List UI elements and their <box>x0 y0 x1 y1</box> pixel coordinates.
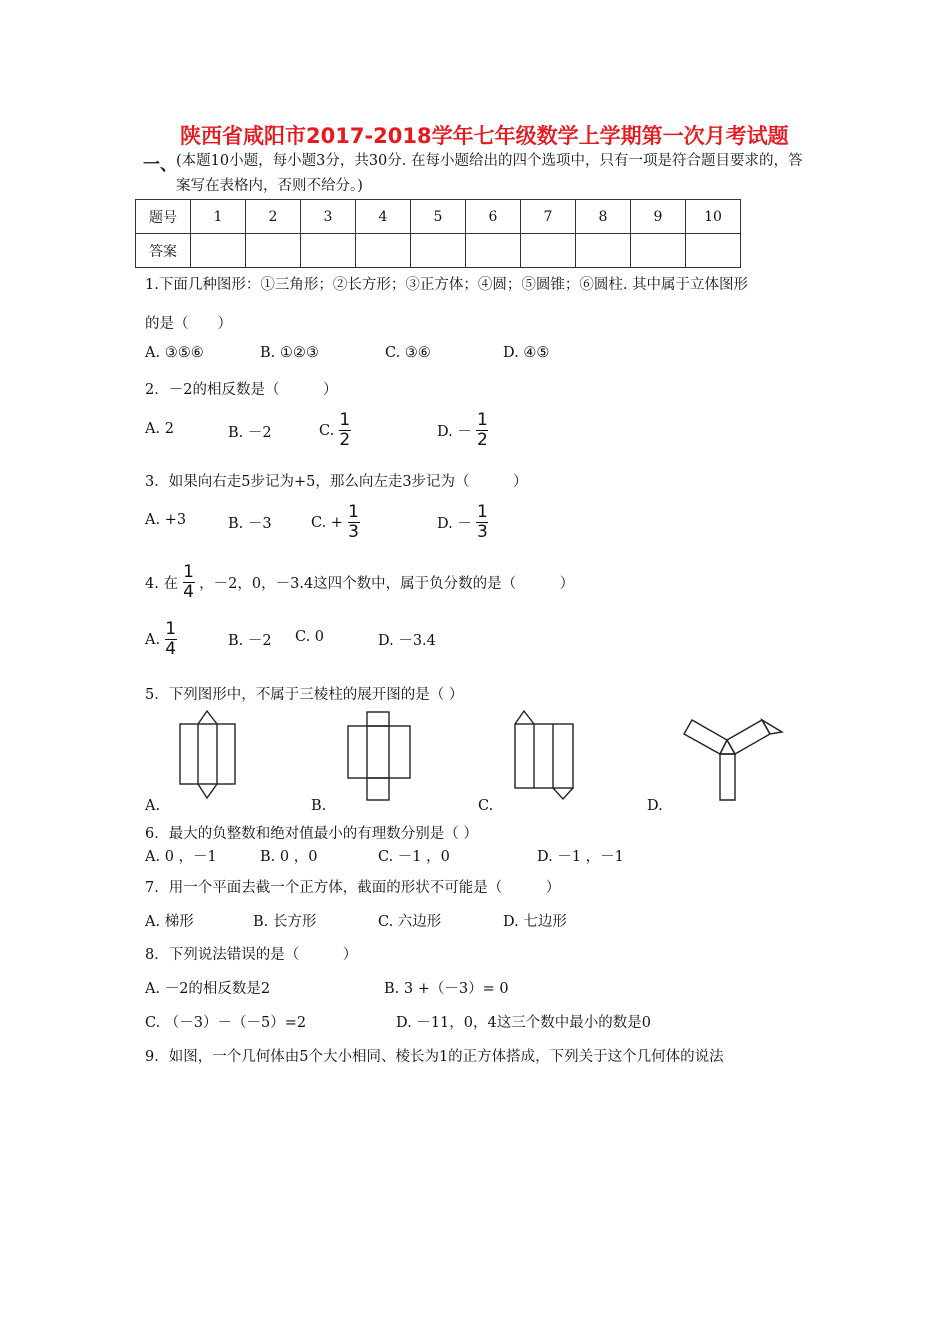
q6-option-d: D. －1 ，－1 <box>537 849 624 865</box>
q5-option-c: C. <box>478 798 494 814</box>
answer-cell[interactable] <box>246 234 301 268</box>
table-cell: 3 <box>301 200 356 234</box>
section-number: 一、 <box>143 155 177 175</box>
q8-option-b: B. 3 +（－3）= 0 <box>384 981 509 997</box>
q3-stem: 3．如果向右走5步记为+5，那么向左走3步记为（ ） <box>145 474 528 490</box>
section-intro: (本题10小题，每小题3分，共30分. 在每小题给出的四个选项中，只有一项是符合题目要求的，答案写在表格内，否则不给分。) <box>176 153 803 194</box>
q4-option-d: D. －3.4 <box>378 633 436 649</box>
table-cell: 2 <box>246 200 301 234</box>
answer-cell[interactable] <box>576 234 631 268</box>
table-cell: 7 <box>521 200 576 234</box>
answer-cell[interactable] <box>411 234 466 268</box>
q2-option-a: A. 2 <box>145 421 174 437</box>
q7-option-b: B. 长方形 <box>253 914 317 930</box>
fraction-numerator: 1 <box>348 502 359 522</box>
q4-option-a-prefix: A. <box>145 631 161 648</box>
q2-option-c-prefix: C. <box>319 422 335 439</box>
q5-figure-d <box>680 712 805 804</box>
q6-option-a: A. 0 ，－1 <box>145 849 217 865</box>
table-cell: 10 <box>686 200 741 234</box>
fraction-denominator: 4 <box>183 582 194 602</box>
q1-stem-line1: 1.下面几种图形：①三角形；②长方形；③正方体；④圆；⑤圆锥；⑥圆柱. 其中属于立体图形 <box>145 277 749 293</box>
q2-option-d-prefix: D. － <box>437 424 472 440</box>
q9-stem: 9．如图，一个几何体由5个大小相同、棱长为1的正方体搭成，下列关于这个几何体的说法 <box>145 1049 724 1065</box>
fraction-numerator: 1 <box>165 619 177 639</box>
q1-stem-line2: 的是（ ） <box>145 316 232 332</box>
q6-option-b: B. 0 ，0 <box>260 849 318 865</box>
table-cell: 8 <box>576 200 631 234</box>
page-title: 陕西省咸阳市2017-2018学年七年级数学上学期第一次月考试题 <box>180 124 789 148</box>
answer-cell[interactable] <box>191 234 246 268</box>
q3-option-c-prefix: C. + <box>311 514 343 531</box>
q4-option-b: B. －2 <box>228 633 272 649</box>
fraction <box>165 620 177 659</box>
q8-stem: 8．下列说法错误的是（ ） <box>145 947 358 963</box>
fraction-denominator: 4 <box>165 639 177 659</box>
q5-figure-b <box>345 708 415 803</box>
fraction-numerator: 1 <box>339 410 351 430</box>
table-cell-label: 题号 <box>136 200 191 234</box>
answer-cell[interactable] <box>631 234 686 268</box>
table-cell: 5 <box>411 200 466 234</box>
fraction-denominator: 3 <box>348 522 359 542</box>
table-cell: 6 <box>466 200 521 234</box>
q6-option-c: C. －1 ，0 <box>378 849 450 865</box>
q1-option-d: D. ④⑤ <box>503 345 550 361</box>
q1-option-a: A. ③⑤⑥ <box>145 345 204 361</box>
q5-stem: 5．下列图形中，不属于三棱柱的展开图的是（ ） <box>145 687 464 703</box>
q7-option-d: D. 七边形 <box>503 914 567 930</box>
q4-stem <box>145 563 574 602</box>
answer-cell[interactable] <box>686 234 741 268</box>
fraction <box>183 563 195 602</box>
q5-option-d: D. <box>647 798 663 814</box>
table-cell: 4 <box>356 200 411 234</box>
q7-option-c: C. 六边形 <box>378 914 442 930</box>
q8-option-c: C. （－3）－（－5）=2 <box>145 1015 307 1031</box>
table-row <box>136 234 741 268</box>
q4-stem-suffix: ，－2，0，－3.4这四个数中，属于负分数的是（ ） <box>199 576 575 592</box>
table-row <box>136 200 741 234</box>
q1-option-c: C. ③⑥ <box>385 345 431 361</box>
q3-option-d <box>437 503 488 542</box>
q5-figure-a <box>175 708 240 803</box>
fraction-numerator: 1 <box>477 410 488 430</box>
q8-option-d: D. －11，0，4这三个数中最小的数是0 <box>396 1015 651 1031</box>
fraction <box>476 411 488 450</box>
q1-option-b: B. ①②③ <box>260 345 319 361</box>
fraction-denominator: 3 <box>477 522 488 542</box>
q3-option-b: B. －3 <box>228 516 272 532</box>
q3-option-d-prefix: D. － <box>437 516 472 532</box>
q5-figure-c <box>508 706 578 801</box>
q7-option-a: A. 梯形 <box>145 914 194 930</box>
table-cell: 9 <box>631 200 686 234</box>
fraction-numerator: 1 <box>183 562 194 582</box>
q4-option-a <box>145 620 177 659</box>
table-cell-label: 答案 <box>136 234 191 268</box>
answer-cell[interactable] <box>301 234 356 268</box>
q3-option-a: A. +3 <box>145 512 187 528</box>
q6-stem: 6．最大的负整数和绝对值最小的有理数分别是（ ） <box>145 826 478 842</box>
q5-option-a: A. <box>145 798 161 814</box>
q3-option-c <box>311 503 360 542</box>
table-cell: 1 <box>191 200 246 234</box>
answer-cell[interactable] <box>521 234 576 268</box>
q2-option-b: B. －2 <box>228 425 272 441</box>
q2-option-d <box>437 411 488 450</box>
fraction-numerator: 1 <box>477 502 488 522</box>
q5-option-b: B. <box>311 798 327 814</box>
fraction <box>339 411 351 450</box>
q4-option-c: C. 0 <box>295 629 325 645</box>
answer-table <box>135 199 741 268</box>
answer-cell[interactable] <box>466 234 521 268</box>
fraction-denominator: 2 <box>477 430 488 450</box>
q2-option-c <box>319 411 351 450</box>
fraction <box>348 503 360 542</box>
fraction <box>476 503 488 542</box>
q4-stem-prefix: 4. 在 <box>145 576 178 592</box>
q7-stem: 7．用一个平面去截一个正方体，截面的形状不可能是（ ） <box>145 880 561 896</box>
q2-stem: 2．－2的相反数是（ ） <box>145 382 338 398</box>
q8-option-a: A. －2的相反数是2 <box>145 981 271 997</box>
fraction-denominator: 2 <box>339 430 351 450</box>
answer-cell[interactable] <box>356 234 411 268</box>
